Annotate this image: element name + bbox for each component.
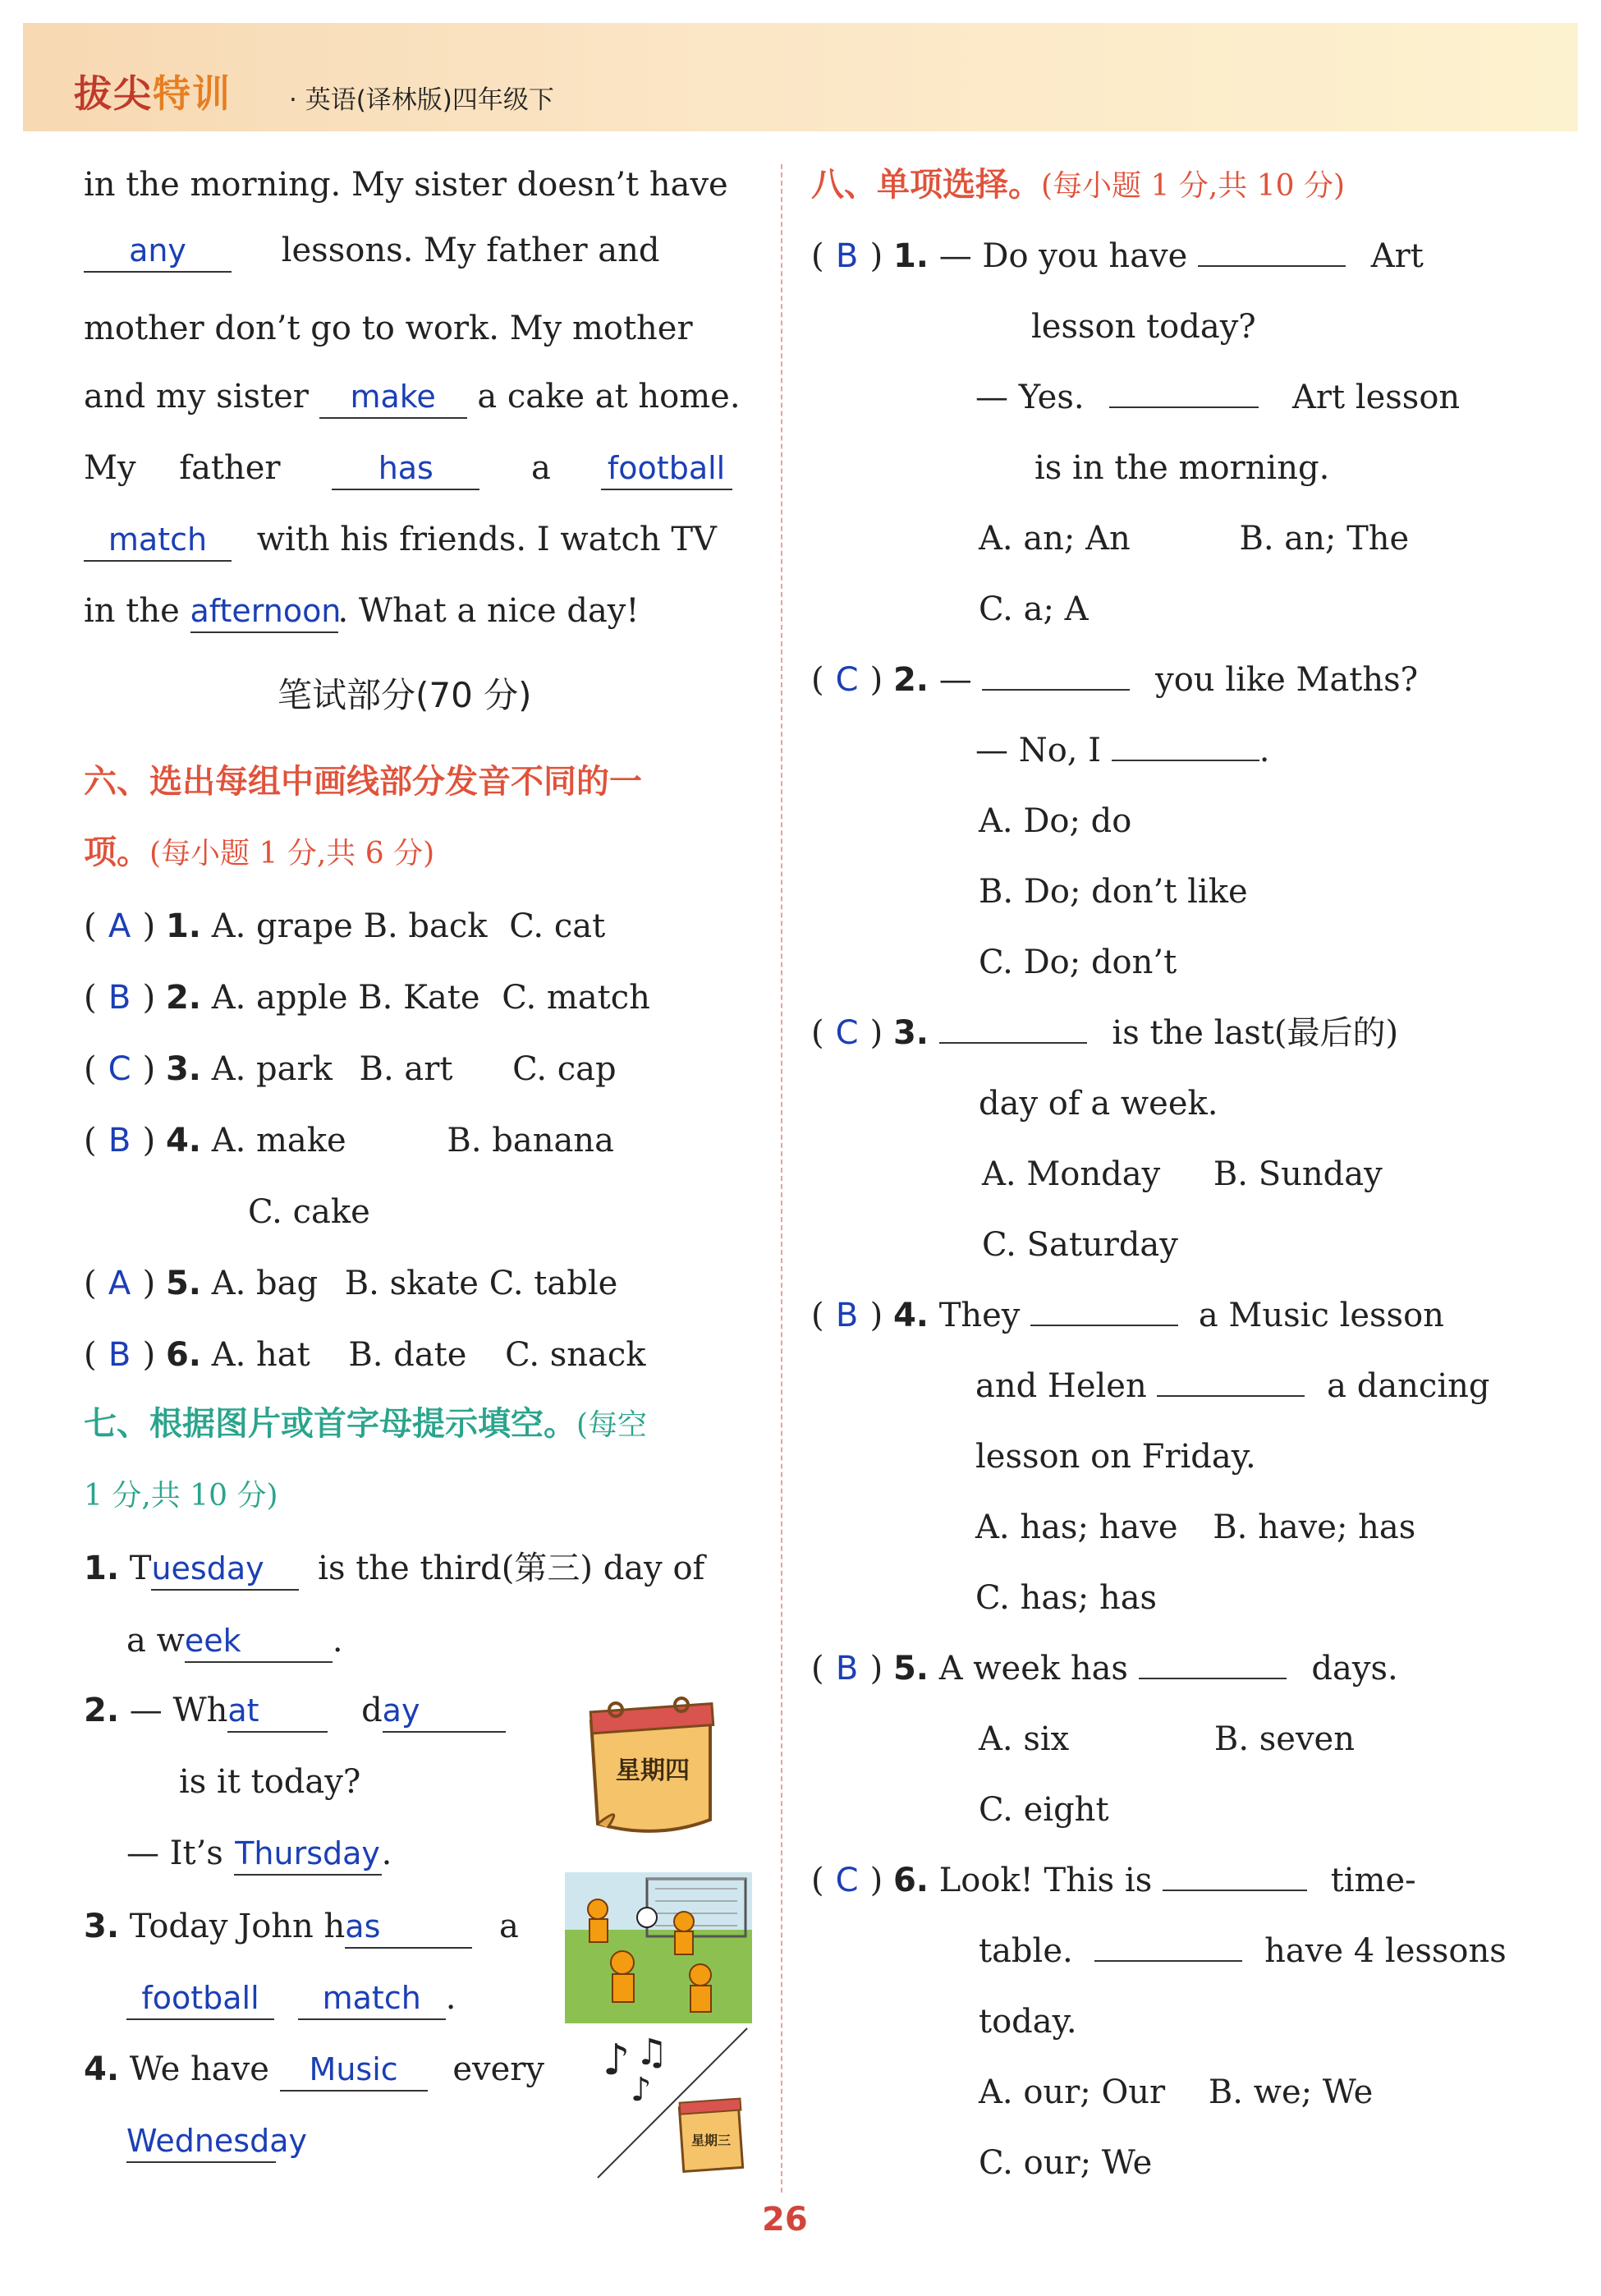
passage-line — [84, 380, 741, 419]
section-7-title-text: 七、根据图片或首字母提示填空。 — [84, 1405, 576, 1443]
passage-line — [84, 234, 660, 273]
answer-blank: afternoon — [190, 595, 338, 633]
question-text: time- — [1330, 1862, 1416, 1899]
question-text: is in the morning. — [1034, 449, 1330, 487]
question-text: — Yes. — [975, 379, 1085, 416]
question-text: is the third(第三) day of — [318, 1550, 705, 1587]
answer-blank: any — [84, 235, 232, 273]
question-text — [975, 734, 1269, 767]
calendar-label: 星期四 — [616, 1756, 690, 1785]
question-text: a dancing — [1327, 1367, 1490, 1405]
question-text: table. — [979, 1932, 1073, 1970]
answer-blank: make — [319, 381, 467, 419]
question-text: Art — [1370, 237, 1424, 275]
fill-question — [84, 1910, 519, 1949]
answer-blank — [939, 1031, 1087, 1044]
option-b: B. seven — [1213, 1720, 1355, 1758]
question-text: — Do you have — [938, 237, 1188, 275]
question-text: Art lesson — [1292, 379, 1461, 416]
mc-question: ( C ) 6. Look! This is time- — [811, 1862, 1416, 1899]
option-c: C. has; has — [975, 1579, 1158, 1617]
question-text — [979, 1932, 1507, 1970]
answer-choice: B — [835, 237, 859, 275]
option-row — [979, 1720, 1355, 1758]
answer-choice: B — [835, 1297, 859, 1334]
question-text: is the last(最后的) — [1112, 1014, 1399, 1052]
option-b: B. have; has — [1213, 1508, 1416, 1546]
section-8-title — [811, 166, 1346, 204]
passage-text: a — [531, 449, 551, 487]
question-number: 4. — [892, 1297, 929, 1334]
punct: . — [1259, 732, 1270, 769]
option-a: A. bag — [211, 1265, 319, 1302]
football-match-picture — [565, 1872, 752, 2023]
question-number: 3. — [84, 1908, 120, 1945]
passage-text: a cake at home. — [477, 378, 741, 416]
option-b: B. we; We — [1208, 2073, 1374, 2111]
question-number: 5. — [892, 1650, 929, 1688]
option-a: A. apple — [211, 979, 348, 1017]
question-text: every — [452, 2050, 544, 2088]
answer-blank — [1163, 1878, 1307, 1891]
option-a: A. Monday — [982, 1155, 1161, 1193]
fill-question — [84, 1694, 506, 1733]
passage-line — [84, 449, 732, 490]
option-c: C. Do; don’t — [979, 944, 1177, 981]
answer-choice: B — [108, 1336, 131, 1374]
punct: . — [445, 1979, 456, 2017]
question-text: a — [499, 1908, 519, 1945]
passage-line: in the morning. My sister doesn’t have — [84, 166, 728, 204]
question-text: — — [938, 661, 972, 699]
answer-blank: Thursday — [234, 1838, 382, 1876]
option-b: B. Sunday — [1213, 1155, 1383, 1193]
question-number: 3. — [892, 1014, 929, 1052]
question-text: — No, I — [975, 732, 1102, 769]
option-b: B. an; The — [1239, 520, 1410, 558]
calendar-label: 星期三 — [690, 2133, 732, 2148]
mc-question: ( C ) 2. — you like Maths? — [811, 661, 1419, 699]
page-header — [23, 23, 1578, 131]
option-row — [979, 520, 1410, 558]
question-text: you like Maths? — [1155, 661, 1419, 699]
punct: . — [332, 1622, 343, 1660]
question-text: and Helen — [975, 1367, 1147, 1405]
answer-choice: B — [108, 979, 131, 1017]
answer-blank: match — [84, 524, 232, 562]
option-b: B. Do; don’t like — [979, 873, 1248, 911]
option-b: B. back — [363, 907, 488, 945]
option-c: C. cat — [509, 907, 606, 945]
question-text: We have — [129, 2050, 269, 2088]
answer-blank: Music — [280, 2054, 428, 2092]
question-text: — It’s — [126, 1835, 223, 1872]
option-c: C. snack — [505, 1336, 646, 1374]
question-text: lesson today? — [1031, 308, 1256, 346]
option-a: A. six — [979, 1720, 1070, 1758]
phonics-item: ( B ) 4. A. make B. banana — [84, 1122, 614, 1159]
option-a: A. grape — [211, 907, 353, 945]
question-text: day of a week. — [979, 1085, 1218, 1123]
question-number: 6. — [165, 1336, 201, 1374]
answer-blank — [1139, 1666, 1287, 1679]
section-7-note-cont — [84, 1478, 278, 1511]
question-text: A week has — [938, 1650, 1128, 1688]
question-number: 3. — [165, 1050, 201, 1088]
question-text: Look! This is — [938, 1862, 1153, 1899]
option-c: C. match — [502, 979, 650, 1017]
question-text: days. — [1311, 1650, 1398, 1688]
answer-blank — [1094, 1949, 1242, 1962]
option-a: A. hat — [211, 1336, 310, 1374]
mc-question: ( C ) 3. is the last(最后的) — [811, 1014, 1399, 1052]
option-b: B. skate — [344, 1265, 479, 1302]
answer-blank — [1109, 395, 1259, 408]
option-a: A. park — [211, 1050, 333, 1088]
question-text — [975, 381, 1460, 414]
answer-choice: C — [835, 1014, 859, 1052]
phonics-item: ( B ) 2. A. apple B. Kate C. match — [84, 979, 650, 1017]
fill-question-cont — [126, 1624, 343, 1663]
answer-blank: Wednesday — [126, 2125, 276, 2163]
passage-line — [84, 523, 717, 562]
question-text: a Music lesson — [1198, 1297, 1444, 1334]
section-6-title-cont — [84, 833, 435, 871]
option-c: C. our; We — [979, 2144, 1153, 2182]
phonics-item: ( A ) 1. A. grape B. back C. cat — [84, 907, 606, 945]
phonics-item: ( C ) 3. A. park B. art C. cap — [84, 1050, 617, 1088]
section-7-note-end: 1 分,共 10 分) — [84, 1479, 278, 1513]
answer-choice: C — [835, 661, 859, 699]
passage-line: mother don’t go to work. My mother — [84, 310, 693, 347]
dash: — — [129, 1692, 163, 1729]
hint-letter: d — [361, 1692, 383, 1729]
passage-line — [84, 592, 640, 633]
hint-letter: T — [129, 1550, 152, 1587]
option-c: C. table — [489, 1265, 618, 1302]
question-text: Today John h — [129, 1908, 346, 1945]
passage-text: lessons. My father and — [281, 232, 660, 269]
option-b: B. art — [359, 1050, 453, 1088]
answer-blank: uesday — [151, 1553, 299, 1591]
column-divider — [781, 164, 782, 2193]
answer-blank: football — [601, 452, 732, 490]
question-number: 2. — [892, 661, 929, 699]
answer-choice: B — [835, 1650, 859, 1688]
answer-blank — [1030, 1313, 1178, 1326]
brand-orange: 特训 — [153, 71, 232, 116]
question-text — [975, 1367, 1490, 1405]
punct: . — [381, 1835, 392, 1872]
music-calendar-picture — [591, 2025, 755, 2183]
answer-choice: C — [108, 1050, 131, 1088]
question-number: 4. — [165, 1122, 201, 1159]
fill-question-cont — [126, 1981, 456, 2020]
answer-blank: ay — [383, 1695, 506, 1733]
question-text: today. — [979, 2003, 1077, 2041]
written-part-title: 笔试部分(70 分) — [278, 675, 532, 715]
section-6-note: (每小题 1 分,共 6 分) — [149, 837, 435, 870]
answer-blank — [1112, 748, 1259, 761]
question-text: They — [938, 1297, 1021, 1334]
answer-blank: has — [332, 452, 479, 490]
mc-question: ( B ) 1. — Do you have Art — [811, 237, 1424, 275]
option-a: A. make — [211, 1122, 346, 1159]
question-number: 2. — [165, 979, 201, 1017]
option-c: C. a; A — [979, 590, 1089, 628]
passage-text: and my sister — [84, 378, 309, 416]
passage-text: in the — [84, 592, 180, 630]
brand-logo — [74, 64, 232, 118]
music-note-icon: ♫ — [635, 2032, 668, 2073]
fill-question-cont — [126, 1837, 392, 1876]
question-text: have 4 lessons — [1264, 1932, 1507, 1970]
option-c: C. cap — [512, 1050, 617, 1088]
question-text: is it today? — [179, 1763, 361, 1801]
music-note-icon: ♪ — [603, 2036, 631, 2085]
option-c: C. eight — [979, 1791, 1109, 1829]
fill-question — [84, 1552, 704, 1591]
answer-choice: A — [108, 907, 131, 945]
option-row — [975, 1508, 1416, 1546]
option-a: A. an; An — [979, 520, 1131, 558]
question-number: 5. — [165, 1265, 201, 1302]
hint-letter: a w — [126, 1622, 185, 1660]
music-note-icon: ♪ — [631, 2071, 652, 2109]
section-8-title-text: 八、单项选择。 — [811, 166, 1041, 204]
option-a: A. our; Our — [979, 2073, 1166, 2111]
calendar-thursday-picture — [575, 1697, 723, 1836]
fill-question — [84, 2050, 544, 2092]
fill-question-cont — [126, 2123, 308, 2163]
section-8-note: (每小题 1 分,共 10 分) — [1041, 169, 1346, 203]
question-number: 1. — [84, 1550, 120, 1587]
answer-choice: B — [108, 1122, 131, 1159]
option-b: B. banana — [447, 1122, 614, 1159]
brand-red: 拔尖 — [74, 71, 153, 116]
page-number: 26 — [762, 2201, 808, 2239]
question-number: 4. — [84, 2050, 120, 2088]
option-c: C. Saturday — [982, 1226, 1178, 1264]
option-a: A. has; have — [975, 1508, 1178, 1546]
book-subtitle: · 英语(译林版)四年级下 — [289, 85, 554, 115]
phonics-item: ( B ) 6. A. hat B. date C. snack — [84, 1336, 646, 1374]
answer-choice: C — [835, 1862, 859, 1899]
passage-text: My father — [84, 449, 281, 487]
question-text: lesson on Friday. — [975, 1438, 1256, 1476]
option-a: A. Do; do — [979, 802, 1132, 840]
answer-blank: as — [345, 1911, 472, 1949]
answer-blank — [982, 677, 1130, 691]
question-number: 1. — [892, 237, 929, 275]
option-row — [982, 1155, 1383, 1193]
mc-question: ( B ) 5. A week has days. — [811, 1650, 1398, 1688]
phonics-item: ( A ) 5. A. bag B. skate C. table — [84, 1265, 618, 1302]
section-7-title — [84, 1405, 648, 1443]
option-b: B. date — [348, 1336, 467, 1374]
answer-blank — [1157, 1384, 1305, 1397]
option-c: C. cake — [248, 1193, 370, 1231]
answer-blank — [1198, 254, 1346, 267]
option-b: B. Kate — [358, 979, 480, 1017]
answer-blank: eek — [185, 1625, 333, 1663]
question-number: 1. — [165, 907, 201, 945]
option-row — [979, 2073, 1374, 2111]
answer-blank: football — [126, 1982, 274, 2020]
question-number: 2. — [84, 1692, 120, 1729]
passage-text: with his friends. I watch TV — [256, 521, 717, 558]
hint-letter: Wh — [172, 1692, 228, 1729]
section-6-title: 六、选出每组中画线部分发音不同的一 — [84, 763, 642, 801]
passage-text: . What a nice day! — [337, 592, 640, 630]
mc-question: ( B ) 4. They a Music lesson — [811, 1297, 1444, 1334]
answer-choice: A — [108, 1265, 131, 1302]
question-number: 6. — [892, 1862, 929, 1899]
section-7-note: (每空 — [576, 1408, 648, 1442]
answer-blank: match — [298, 1982, 446, 2020]
answer-blank: at — [227, 1695, 328, 1733]
section-6-title-end: 项。 — [84, 833, 149, 871]
